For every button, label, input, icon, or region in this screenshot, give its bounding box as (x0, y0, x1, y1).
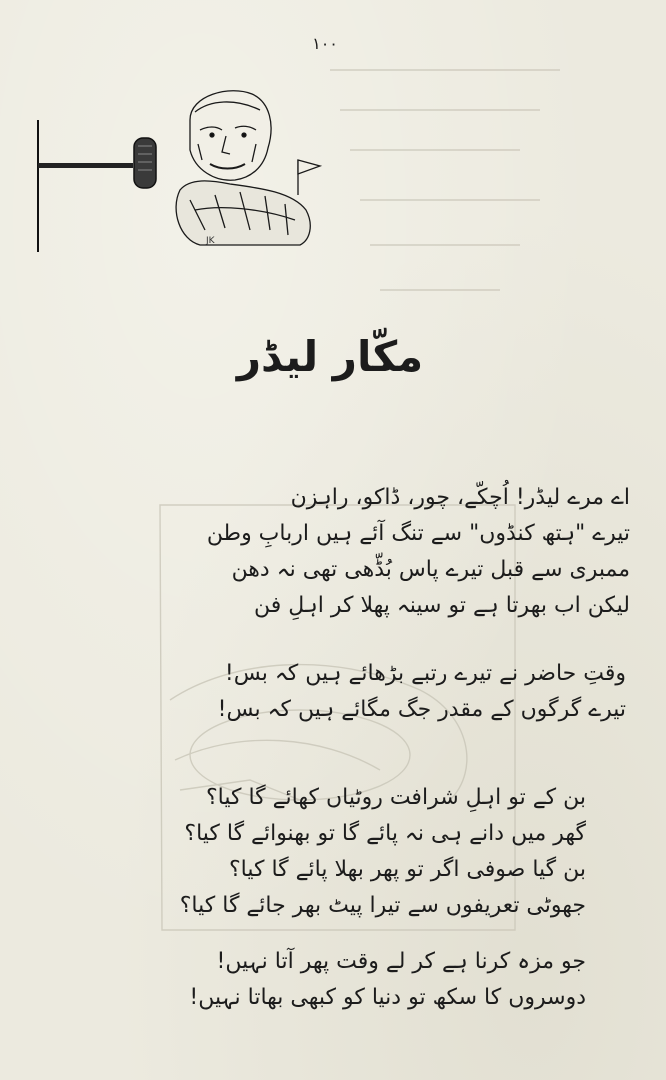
poem-line: گھر میں دانے ہی نہ پائے گا تو بھنوائے گا کیا؟ (184, 821, 586, 846)
poem-line: بن کے تو اہلِ شرافت روٹیاں کھائے گا کیا؟ (205, 785, 586, 810)
poem-line: جو مزہ کرنا ہے کر لے وقت پھر آتا نہیں! (216, 949, 586, 974)
poem-line: دوسروں کا سکھ تو دنیا کو کبھی بھاتا نہیں! (189, 985, 586, 1010)
poem-line: تیرے "ہتھ کنڈوں" سے تنگ آئے ہیں اربابِ وطن (206, 521, 630, 546)
page-number: ۱۰۰ (312, 34, 338, 53)
poem-line: تیرے گرگوں کے مقدر جگ مگائے ہیں کہ بس! (217, 697, 626, 722)
poem-line: ممبری سے قبل تیرے پاس بُڈّھی تھی نہ دھن (231, 557, 630, 582)
poem-stanza-1 (110, 480, 630, 624)
poem-title: مکّار لیڈر (236, 332, 424, 381)
poem-line: جھوٹی تعریفوں سے تیرا پیٹ بھر جائے گا کیا؟ (179, 893, 586, 918)
svg-text:JK: JK (206, 236, 215, 246)
poem-line: لیکن اب بھرتا ہے تو سینہ پھلا کر اہلِ فن (253, 593, 630, 618)
leader-portrait-illustration (30, 80, 330, 260)
poem-couplet-1 (66, 656, 626, 728)
poem-line: بن گیا صوفی اگر تو پھر بھلا پائے گا کیا؟ (228, 857, 586, 882)
poem-line: اے مرے لیڈر! اُچکّے، چور، ڈاکو، راہزن (290, 485, 630, 510)
poem-line: وقتِ حاضر نے تیرے رتبے بڑھائے ہیں کہ بس! (224, 661, 626, 686)
poem-stanza-2 (146, 780, 586, 924)
poem-couplet-2 (66, 944, 586, 1016)
